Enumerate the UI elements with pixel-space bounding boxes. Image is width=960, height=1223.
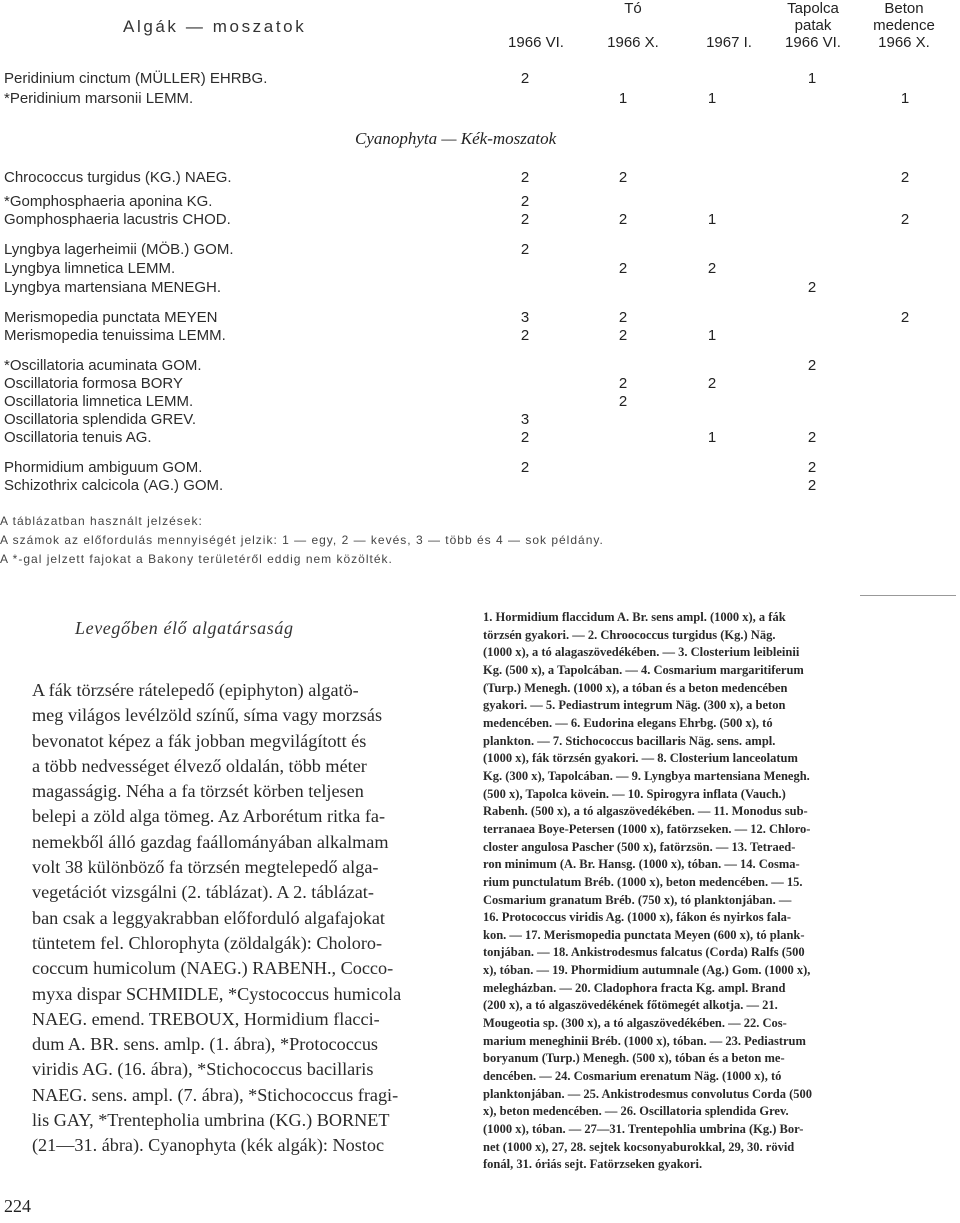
caption-line: gyakori. — 5. Pediastrum integrum Näg. (300 x), a beton [483,698,786,713]
caption-line: Mougeotia sp. (300 x), a tó algaszövedékében. — 22. Cos- [483,1016,787,1031]
prose-line: NAEG. emend. TREBOUX, Hormidium flacci- [32,1008,380,1029]
abundance-value: 2 [807,477,817,494]
prose-line: bevonatot képez a fák jobban megvilágított és [32,730,367,751]
caption-line: (1000 x), fák törzsén gyakori. — 8. Closterium lanceolatum [483,751,798,766]
column-header [854,0,954,51]
species-name: Oscillatoria formosa BORY [4,375,183,392]
abundance-value: 2 [520,241,530,258]
abundance-value: 2 [900,309,910,326]
abundance-value: 2 [520,169,530,186]
abundance-value: 2 [520,459,530,476]
species-name: Gomphosphaeria lacustris CHOD. [4,211,231,228]
caption-line: x), beton medencében. — 26. Oscillatoria splendida Grev. [483,1104,789,1119]
abundance-value: 1 [807,70,817,87]
species-name: Chrococcus turgidus (KG.) NAEG. [4,169,232,186]
abundance-value: 3 [520,309,530,326]
abundance-value: 2 [618,169,628,186]
abundance-value: 2 [618,393,628,410]
abundance-value: 2 [618,211,628,228]
species-name: *Peridinium marsonii LEMM. [4,90,194,107]
caption-line: 16. Protococcus viridis Ag. (1000 x), fákon és nyirkos fala- [483,910,792,925]
column-subgroup [486,17,586,34]
abundance-value: 1 [618,90,628,107]
caption-line: (200 x), a tó algaszövedékének főtömegét alkotja. — 21. [483,998,778,1013]
prose-heading: Levegőben élő algatársaság [75,618,294,638]
species-name: Merismopedia punctata MEYEN [4,309,218,326]
table-title: Algák — moszatok [123,17,307,36]
prose-line: nemekből álló gazdag faállományában alkalmam [32,831,389,852]
prose-line: tüntetem fel. Chlorophyta (zöldalgák): Choloro- [32,932,383,953]
column-subgroup [583,17,683,34]
caption-line: terranaea Boye-Petersen (1000 x), fatörzseken. — 12. Chloro- [483,821,811,836]
abundance-value: 2 [807,357,817,374]
caption-line: marium meneghinii Bréb. (1000 x), tóban. — 23. Pediastrum [483,1033,806,1048]
caption-line: Cosmarium granatum Bréb. (750 x), tó planktonjában. — [483,892,792,907]
column-group: Tó [624,0,642,17]
caption-line: (1000 x), a tó alagaszövedékében. — 3. Closterium leibleinii [483,645,800,660]
column-date: 1966 X. [607,34,659,51]
prose-line: a több nedvességet élvező oldalán, több méter [32,755,367,776]
species-name: Lyngbya martensiana MENEGH. [4,279,222,296]
species-name: *Gomphosphaeria aponina KG. [4,193,213,210]
abundance-value: 2 [900,211,910,228]
abundance-value: 2 [618,309,628,326]
caption-line: closter angulosa Pascher (500 x), fatörzsön. — 13. Tetraed- [483,839,796,854]
caption-line: ron minimum (A. Br. Hansg. (1000 x), tóban. — 14. Cosma- [483,857,800,872]
caption-line: törzsén gyakori. — 2. Chroococcus turgidus (Kg.) Näg. [483,627,776,642]
caption-line: boryanum (Turp.) Menegh. (500 x), tóban és a beton me- [483,1051,785,1066]
abundance-value: 2 [520,193,530,210]
species-name: Oscillatoria limnetica LEMM. [4,393,194,410]
legend-title: A táblázatban használt jelzések: [0,514,203,528]
species-name: Merismopedia tenuissima LEMM. [4,327,226,344]
abundance-value: 2 [520,70,530,87]
section-label: Cyanophyta — Kék-moszatok [355,129,557,148]
caption-line: x), tóban. — 19. Phormidium autumnale (Ag.) Gom. (1000 x), [483,963,811,978]
abundance-value: 1 [707,90,717,107]
abundance-value: 2 [707,260,717,277]
column-header [486,0,586,51]
legend-numbers: A számok az előfordulás mennyiségét jelzik: 1 — egy, 2 — kevés, 3 — több és 4 — sok példány. [0,533,604,547]
caption-line: fonál, 31. óriás sejt. Fatörzseken gyakori. [483,1157,703,1172]
abundance-value: 1 [707,429,717,446]
abundance-value: 1 [707,211,717,228]
prose-line: magasságig. Néha a fa törzsét körben teljesen [32,781,364,802]
abundance-value: 2 [520,327,530,344]
prose-line: belepi a zöld alga tömeg. Az Arborétum ritka fa- [32,806,386,827]
caption-line: melegházban. — 20. Cladophora fracta Kg. ampl. Brand [483,980,786,995]
column-date: 1966 VI. [785,34,841,51]
caption-line: (1000 x), tóban. — 27—31. Trentepohlia umbrina (Kg.) Bor- [483,1122,804,1137]
column-subgroup: patak [794,17,832,34]
caption-line: Kg. (500 x), a Tapolcában. — 4. Cosmarium margaritiferum [483,662,804,677]
abundance-value: 3 [520,411,530,428]
prose-line: viridis AG. (16. ábra), *Stichococcus bacillaris [32,1059,374,1080]
abundance-value: 2 [520,211,530,228]
abundance-value: 1 [707,327,717,344]
caption-line: rium punctulatum Bréb. (1000 x), beton medencében. — 15. [483,874,803,889]
prose-line: ban csak a leggyakrabban előforduló algafajokat [32,907,385,928]
column-date: 1966 VI. [508,34,564,51]
species-name: *Oscillatoria acuminata GOM. [4,357,202,374]
divider [860,595,956,596]
column-date: 1967 I. [706,34,752,51]
page-number: 224 [4,1196,31,1216]
abundance-value: 2 [707,375,717,392]
column-subgroup: medence [873,17,935,34]
legend-asterisk: A *-gal jelzett fajokat a Bakony területéről eddig nem közölték. [0,552,393,566]
caption-line: dencében. — 24. Cosmarium erenatum Näg. (1000 x), tó [483,1069,782,1084]
prose-line: meg világos levélzöld színű, síma vagy morzsás [32,705,383,726]
prose-line: (21—31. ábra). Cyanophyta (kék algák): Nostoc [32,1135,385,1156]
column-group: Tapolca [787,0,839,17]
column-group: Beton [884,0,924,17]
prose-line: volt 38 különböző fa törzsén megtelepedő alga- [32,857,379,878]
column-header [583,0,683,51]
species-name: Schizothrix calcicola (AG.) GOM. [4,477,224,494]
abundance-value: 2 [807,459,817,476]
abundance-value: 2 [807,279,817,296]
column-header [763,0,863,51]
caption-line: net (1000 x), 27, 28. sejtek kocsonyaburokkal, 29, 30. rövid [483,1139,795,1154]
column-group [486,0,586,17]
caption-line: Rabenh. (500 x), a tó algaszövedékében. — 11. Monodus sub- [483,804,808,819]
species-name: Peridinium cinctum (MÜLLER) EHRBG. [4,70,268,87]
species-name: Oscillatoria tenuis AG. [4,429,152,446]
caption-line: planktonjában. — 25. Ankistrodesmus convolutus Corda (500 [483,1086,813,1101]
prose-body [32,678,452,1159]
prose-line: dum A. BR. sens. amlp. (1. ábra), *Protococcus [32,1034,379,1055]
abundance-value: 1 [900,90,910,107]
caption-line: (Turp.) Menegh. (1000 x), a tóban és a beton medencében [483,680,788,695]
species-name: Lyngbya lagerheimii (MÖB.) GOM. [4,241,234,258]
caption-line: tonjában. — 18. Ankistrodesmus falcatus (Corda) Ralfs (500 [483,945,805,960]
caption-line: kon. — 17. Merismopedia punctata Meyen (600 x), tó plank- [483,927,805,942]
abundance-value: 2 [807,429,817,446]
prose-line: A fák törzsére rátelepedő (epiphyton) algatö- [32,680,359,700]
caption-line: Kg. (300 x), Tapolcában. — 9. Lyngbya martensiana Menegh. [483,768,810,783]
abundance-value: 2 [618,327,628,344]
caption-line: (500 x), Tapolca kövein. — 10. Spirogyra inflata (Vauch.) [483,786,786,801]
species-name: Lyngbya limnetica LEMM. [4,260,176,277]
abundance-value: 2 [618,260,628,277]
prose-line: lis GAY, *Trentepholia umbrina (KG.) BORNET [32,1110,390,1131]
prose-line: myxa dispar SCHMIDLE, *Cystococcus humicola [32,983,402,1004]
caption-line: plankton. — 7. Stichococcus bacillaris Näg. sens. ampl. [483,733,776,748]
prose-line: vegetációt vizsgálni (2. táblázat). A 2. táblázat- [32,882,374,903]
species-name: Phormidium ambiguum GOM. [4,459,203,476]
abundance-value: 2 [618,375,628,392]
column-date: 1966 X. [878,34,930,51]
caption-line: 1. Hormidium flaccidum A. Br. sens ampl. (1000 x), a fák [483,610,786,624]
abundance-value: 2 [900,169,910,186]
caption-line: medencében. — 6. Eudorina elegans Ehrbg. (500 x), tó [483,715,773,730]
figure-captions [483,609,953,1174]
prose-line: NAEG. sens. ampl. (7. ábra), *Stichococcus fragi- [32,1084,399,1105]
species-name: Oscillatoria splendida GREV. [4,411,197,428]
abundance-value: 2 [520,429,530,446]
prose-line: coccum humicolum (NAEG.) RABENH., Cocco- [32,958,394,979]
